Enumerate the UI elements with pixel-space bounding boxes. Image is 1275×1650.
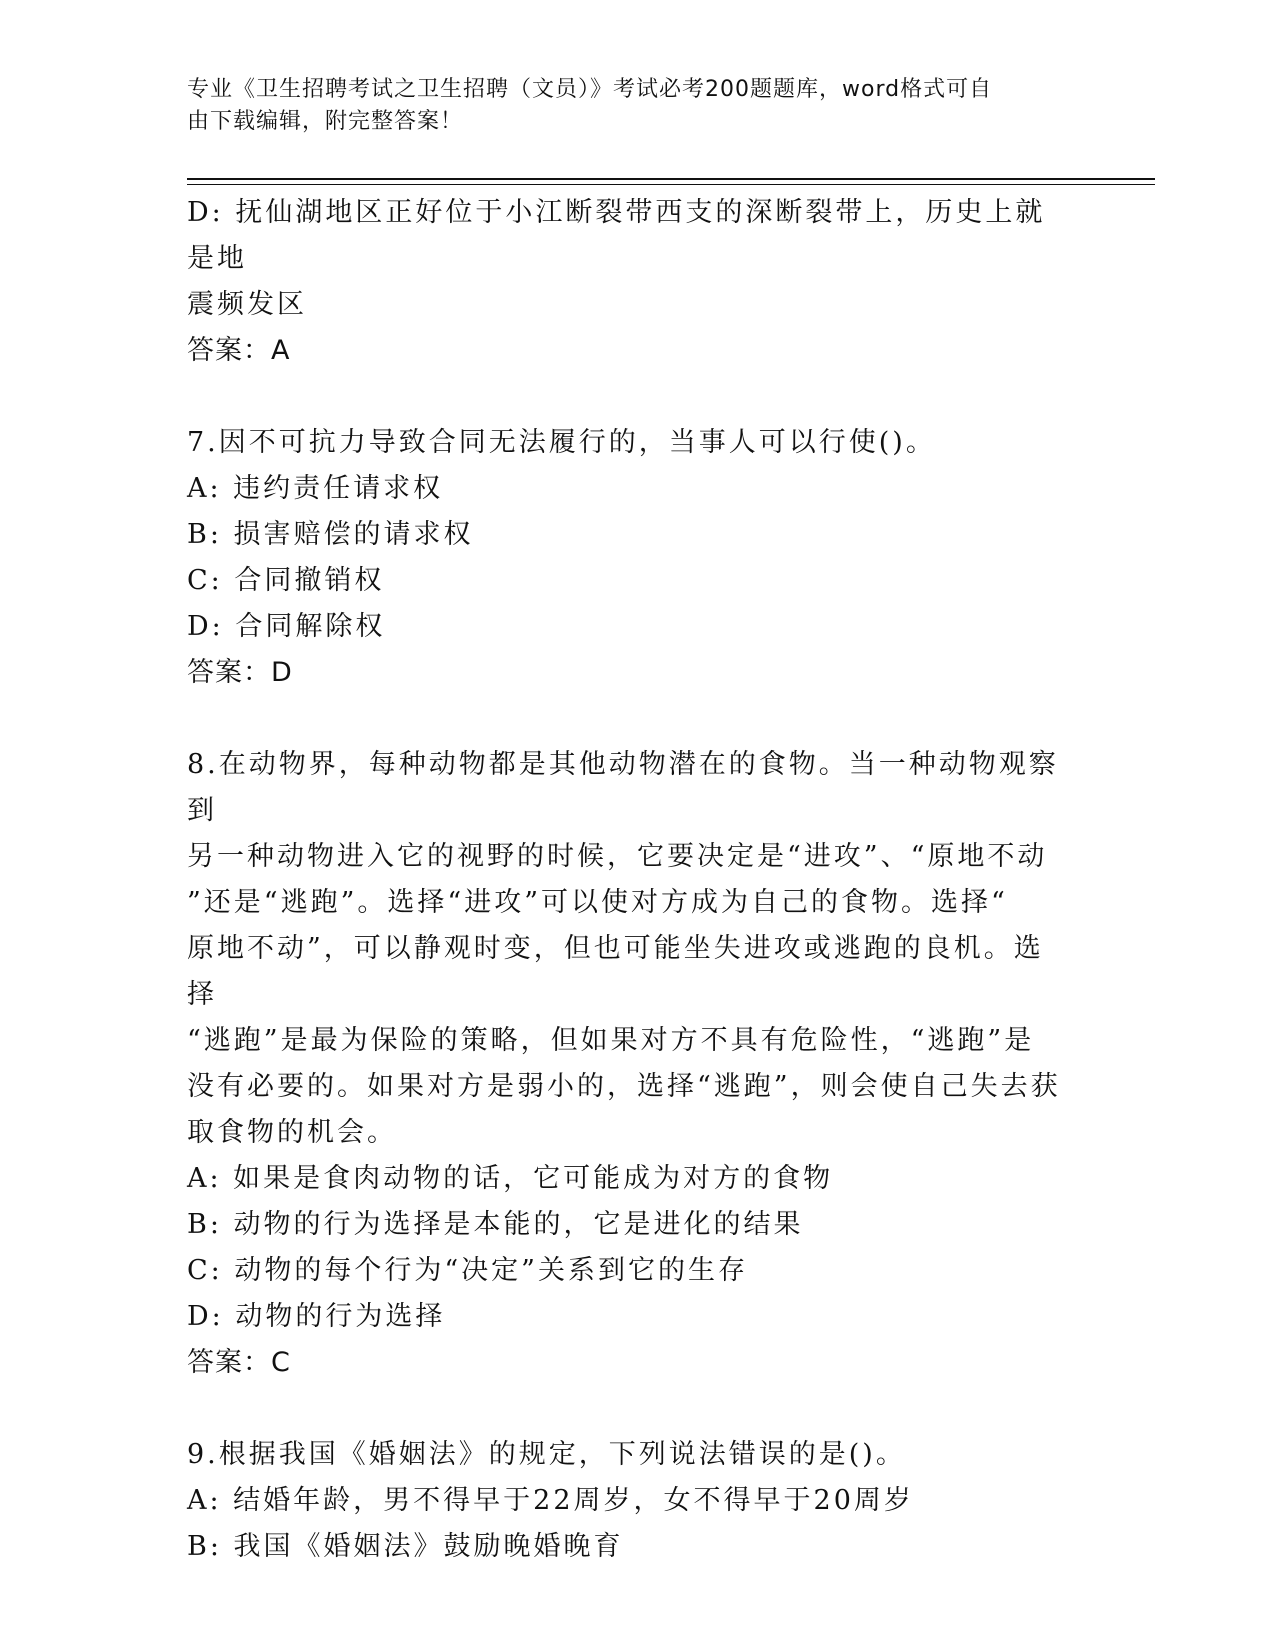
question-6-tail bbox=[187, 190, 1067, 374]
question-stem-line: 取食物的机会。 bbox=[187, 1117, 397, 1148]
option-a: A: 违约责任请求权 bbox=[187, 473, 444, 504]
question-stem-line: “逃跑”是最为保险的策略，但如果对方不具有危险性，“逃跑”是 bbox=[187, 1025, 1035, 1056]
answer-line: 答案：C bbox=[187, 1347, 291, 1378]
header-divider-thick bbox=[187, 178, 1155, 180]
answer-line: 答案：A bbox=[187, 335, 291, 366]
question-content bbox=[187, 190, 1067, 1570]
option-b: B: 我国《婚姻法》鼓励晚婚晚育 bbox=[187, 1531, 624, 1562]
option-c: C: 合同撤销权 bbox=[187, 565, 385, 596]
header-line-2: 由下载编辑，附完整答案！ bbox=[187, 109, 464, 134]
header-divider-thin bbox=[187, 184, 1155, 185]
option-d: D: 抚仙湖地区正好位于小江断裂带西支的深断裂带上，历史上就是地 bbox=[187, 197, 1046, 274]
header-line-1: 专业《卫生招聘考试之卫生招聘（文员）》考试必考200题题库，word格式可自 bbox=[187, 77, 993, 102]
question-stem-line: 8.在动物界，每种动物都是其他动物潜在的食物。当一种动物观察到 bbox=[187, 749, 1059, 826]
question-stem-line: 没有必要的。如果对方是弱小的，选择“逃跑”，则会使自己失去获 bbox=[187, 1071, 1061, 1102]
option-c: C: 动物的每个行为“决定”关系到它的生存 bbox=[187, 1255, 748, 1286]
spacer bbox=[187, 374, 1067, 420]
document-header bbox=[187, 74, 1087, 138]
option-a: A: 如果是食肉动物的话，它可能成为对方的食物 bbox=[187, 1163, 834, 1194]
option-d: D: 动物的行为选择 bbox=[187, 1301, 446, 1332]
option-b: B: 动物的行为选择是本能的，它是进化的结果 bbox=[187, 1209, 804, 1240]
question-stem-line: 原地不动”，可以静观时变，但也可能坐失进攻或逃跑的良机。选择 bbox=[187, 933, 1044, 1010]
option-a: A: 结婚年龄，男不得早于22周岁，女不得早于20周岁 bbox=[187, 1485, 914, 1516]
question-stem: 9.根据我国《婚姻法》的规定，下列说法错误的是()。 bbox=[187, 1439, 906, 1470]
option-b: B: 损害赔偿的请求权 bbox=[187, 519, 474, 550]
answer-line: 答案：D bbox=[187, 657, 293, 688]
option-d: D: 合同解除权 bbox=[187, 611, 386, 642]
spacer bbox=[187, 1386, 1067, 1432]
option-d-continued: 震频发区 bbox=[187, 289, 307, 320]
question-8 bbox=[187, 742, 1067, 1386]
question-stem-line: ”还是“逃跑”。选择“进攻”可以使对方成为自己的食物。选择“ bbox=[187, 887, 1008, 918]
spacer bbox=[187, 696, 1067, 742]
question-stem: 7.因不可抗力导致合同无法履行的，当事人可以行使()。 bbox=[187, 427, 936, 458]
question-9 bbox=[187, 1432, 1067, 1570]
question-7 bbox=[187, 420, 1067, 696]
question-stem-line: 另一种动物进入它的视野的时候，它要决定是“进攻”、“原地不动 bbox=[187, 841, 1048, 872]
